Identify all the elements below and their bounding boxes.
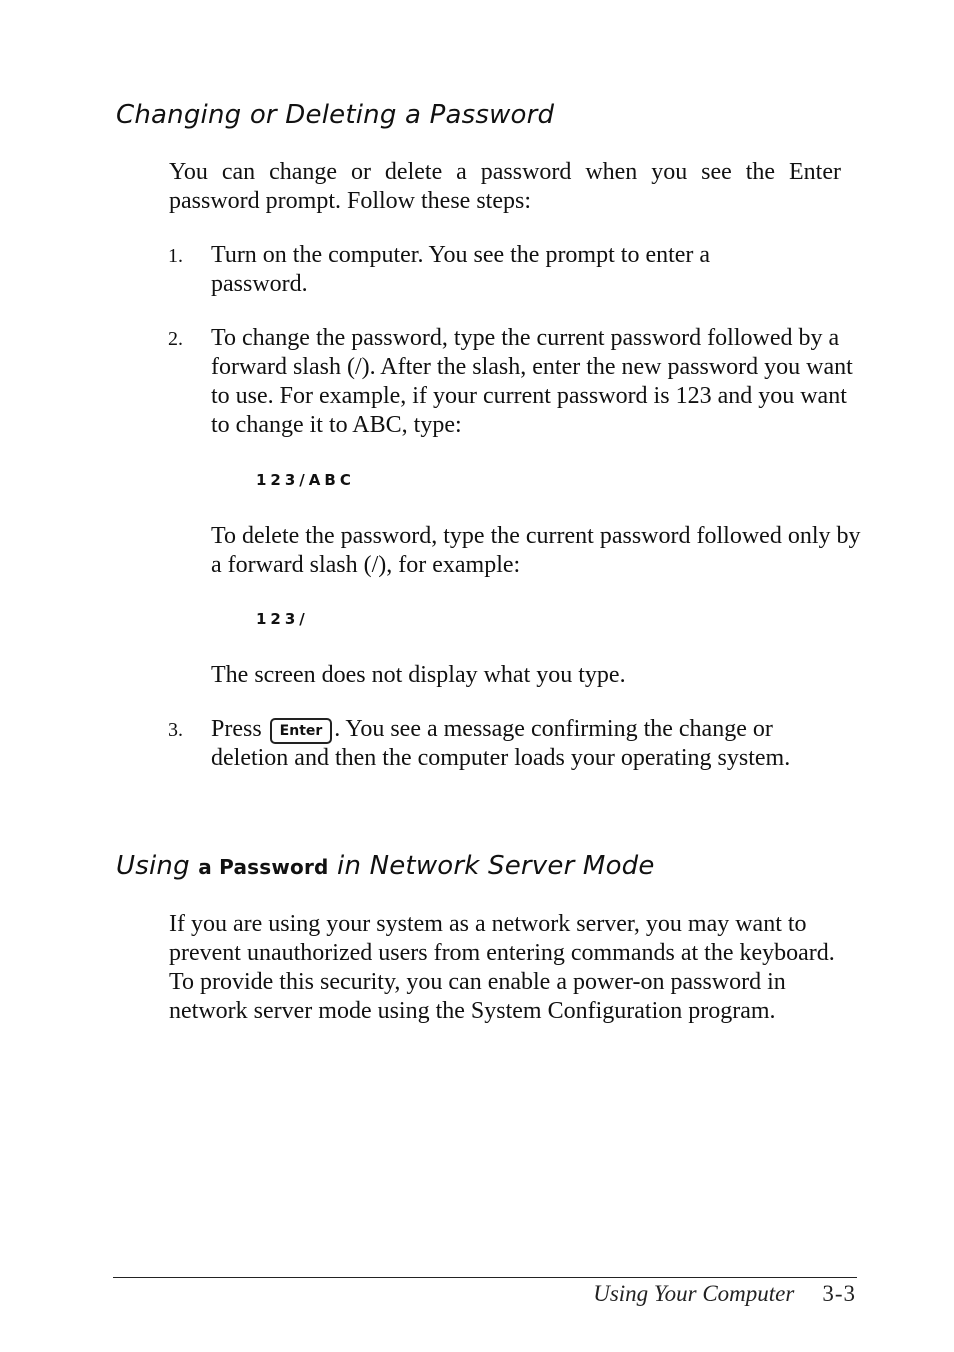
step-3-text-after: . You see a message confirming the change or deletion and then the computer loads your operating system.: [211, 716, 791, 771]
change-password-example: 123/ABC: [256, 471, 355, 489]
step-3-number: 3.: [168, 719, 183, 741]
heading-part-using: Using: [116, 851, 190, 881]
footer-rule: [113, 1277, 857, 1278]
intro-paragraph: You can change or delete a password when you see the Enter password prompt. Follow these steps:: [169, 159, 841, 214]
step-3-text-before: Press: [211, 716, 262, 742]
section-heading-network-server: [116, 851, 655, 881]
step-3-text: [211, 715, 836, 773]
delete-password-text: To delete the password, type the current password followed only by a forward slash (/), for example:: [211, 523, 861, 578]
page-number: 3-3: [822, 1281, 856, 1306]
step-2-number: 2.: [168, 328, 183, 350]
section-heading-changing-password: Changing or Deleting a Password: [116, 100, 555, 130]
heading-part-network: in Network Server Mode: [337, 851, 655, 881]
step-1-text: Turn on the computer. You see the prompt to enter a password.: [211, 242, 711, 297]
network-server-paragraph: If you are using your system as a network server, you may want to prevent unauthorized users from entering commands at the keyboard. To provide this security, you can enable a power-on password in network server mode using the System Configuration program.: [169, 911, 835, 1024]
footer-chapter: Using Your Computer: [593, 1281, 795, 1306]
screen-note: The screen does not display what you type.: [211, 662, 626, 688]
page-footer: [593, 1281, 856, 1307]
step-2-text: To change the password, type the current password followed by a forward slash (/). After the slash, enter the new password you want to use. For example, if your current password is 123 and you want to change it to ABC, type:: [211, 325, 853, 438]
step-1-number: 1.: [168, 245, 183, 267]
enter-key-icon: Enter: [270, 718, 333, 744]
delete-password-example: 123/: [256, 610, 309, 628]
heading-part-password: a Password: [198, 855, 329, 879]
